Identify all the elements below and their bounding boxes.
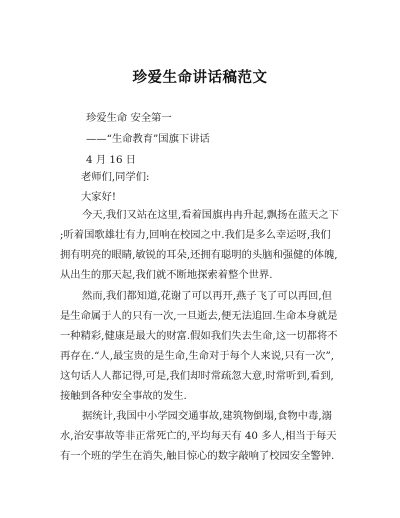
paragraph-line: 一种精彩,健康是最大的财富.假如我们失去生命,这一切都将不 <box>60 330 338 342</box>
paragraph-line: 水,治安事故等非正常死亡的,平均每天有 40 多人,相当于每天 <box>60 430 337 442</box>
paragraph-1 <box>60 205 350 285</box>
paragraph-line: 从出生的那天起,我们就不断地探索着整个世界. <box>60 269 273 281</box>
paragraph-3 <box>60 406 350 466</box>
paragraph-line: 这句话人人都记得,可是,我们却时常疏忽大意,时常听到,看到, <box>60 370 334 382</box>
paragraph-line: 再存在.“人,最宝贵的是生命,生命对于每个人来说,只有一次”, <box>60 350 335 362</box>
paragraph-line: 拥有明亮的眼睛,敏锐的耳朵,还拥有聪明的头脑和强健的体魄, <box>60 249 338 261</box>
paragraph-line: ;听着国歌雄壮有力,回响在校园之中.我们是多么幸运呀,我们 <box>60 229 331 241</box>
subtitle-line-1: 珍爱生命 安全第一 <box>86 112 172 124</box>
subtitle-line-2: ——“生命教育”国旗下讲话 <box>86 133 210 145</box>
paragraph-line: 然而,我们都知道,花谢了可以再开,燕子飞了可以再回,但 <box>82 290 332 302</box>
salutation: 老师们,同学们: <box>81 171 150 183</box>
paragraph-2 <box>60 286 350 406</box>
paragraph-line: 接触到各种安全事故的发生. <box>60 390 187 402</box>
document-title: 珍爱生命讲话稿范文 <box>132 70 268 86</box>
paragraph-line: 据统计,我国中小学园交通事故,建筑物倒塌,食物中毒,溺 <box>82 410 332 422</box>
paragraph-line: 是生命属于人的只有一次,一旦逝去,便无法追回.生命本身就是 <box>60 310 338 322</box>
greeting: 大家好! <box>81 191 117 203</box>
paragraph-line: 有一个班的学生在消失,触目惊心的数字敲响了校园安全警钟. <box>60 450 335 462</box>
speech-date: 4 月 16 日 <box>86 154 137 166</box>
paragraph-line: 今天,我们又站在这里,看着国旗冉冉升起,飘扬在蓝天之下 <box>82 209 339 221</box>
